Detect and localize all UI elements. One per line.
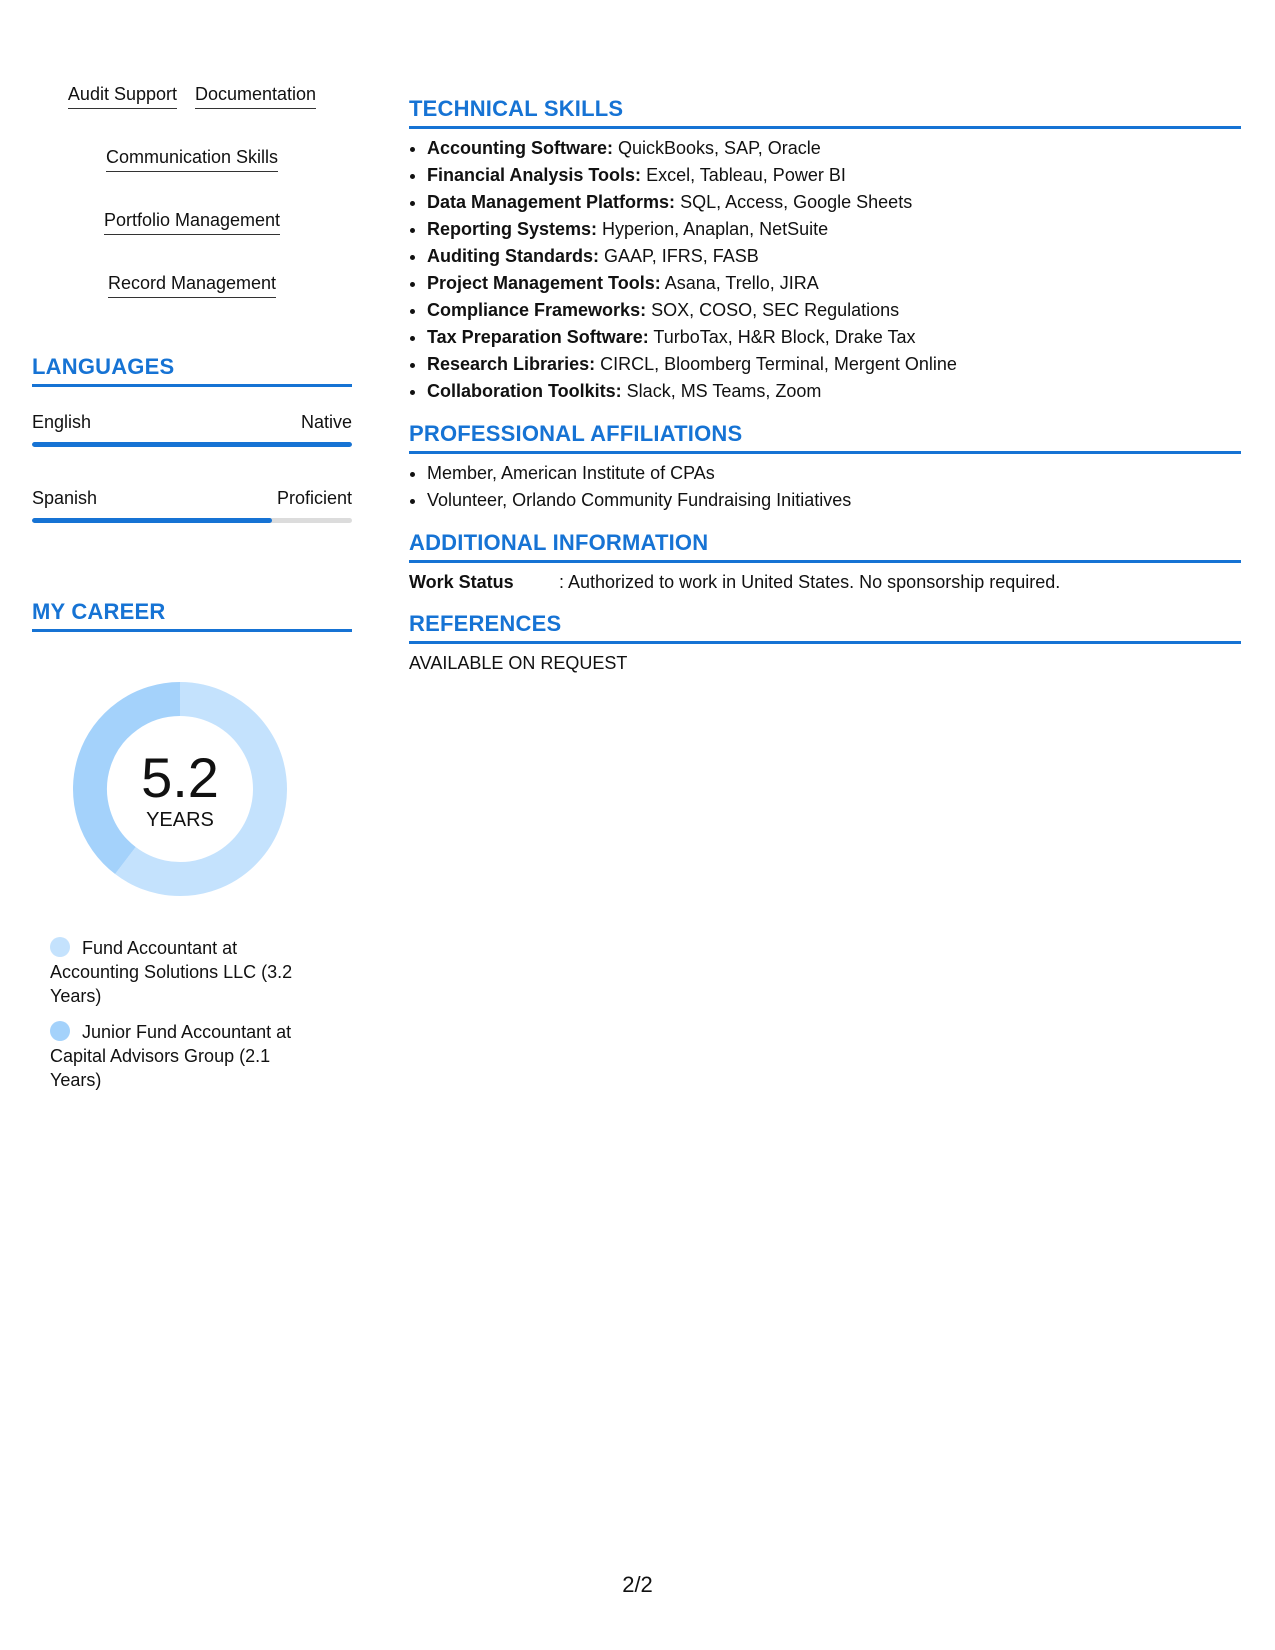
language-row	[32, 411, 352, 433]
technical-skills-list	[409, 135, 1241, 405]
language-level: Native	[300, 412, 352, 432]
skill-tag: Portfolio Management	[104, 208, 280, 235]
language-name: Spanish	[32, 488, 98, 508]
career-donut-chart	[65, 674, 295, 904]
list-item	[427, 243, 1241, 270]
affiliations-section	[409, 421, 1241, 514]
skill-value: GAAP, IFRS, FASB	[599, 246, 759, 266]
skill-label: Financial Analysis Tools:	[427, 165, 642, 185]
career-section	[32, 599, 352, 1092]
skill-value: CIRCL, Bloomberg Terminal, Mergent Online	[595, 354, 957, 374]
language-name: English	[32, 412, 92, 432]
career-title: MY CAREER	[32, 599, 352, 632]
language-bar	[32, 442, 352, 447]
list-item: • Member, American Institute of CPAs	[427, 460, 1241, 487]
list-item	[427, 324, 1241, 351]
skill-value: SOX, COSO, SEC Regulations	[646, 300, 900, 320]
page-number: 2/2	[622, 1572, 653, 1597]
skill-value: TurboTax, H&R Block, Drake Tax	[648, 327, 916, 347]
references-section	[409, 611, 1241, 676]
career-total-value: 5.2	[141, 746, 219, 809]
legend-label: Junior Fund Accountant at Capital Advisors Group (2.1 Years)	[50, 1022, 292, 1090]
work-status-label: Work Status	[409, 572, 514, 592]
skill-label: Compliance Frameworks:	[427, 300, 647, 320]
list-item	[427, 216, 1241, 243]
language-bar	[32, 518, 352, 523]
skill-label: Accounting Software:	[427, 138, 614, 158]
additional-info-title: ADDITIONAL INFORMATION	[409, 530, 1241, 563]
skill-value: Hyperion, Anaplan, NetSuite	[597, 219, 829, 239]
affiliations-title: PROFESSIONAL AFFILIATIONS	[409, 421, 1241, 454]
technical-skills-title: TECHNICAL SKILLS	[409, 96, 1241, 129]
legend-item	[50, 1020, 318, 1092]
skill-label: Project Management Tools:	[427, 273, 661, 293]
languages-section	[32, 354, 352, 523]
donut-center-label	[65, 748, 295, 832]
skill-label: Collaboration Toolkits:	[427, 381, 622, 401]
list-item	[427, 297, 1241, 324]
list-item	[427, 162, 1241, 189]
skill-label: Research Libraries:	[427, 354, 596, 374]
list-item: • Volunteer, Orlando Community Fundraising Initiatives	[427, 487, 1241, 514]
work-status-value: : Authorized to work in United States. No sponsorship required.	[559, 572, 1061, 592]
skill-tag: Audit Support	[68, 82, 177, 109]
skill-tag: Record Management	[108, 271, 276, 298]
list-item	[427, 135, 1241, 162]
list-item	[427, 189, 1241, 216]
legend-dot-icon	[50, 1021, 70, 1041]
skill-label: Reporting Systems:	[427, 219, 598, 239]
skill-value: QuickBooks, SAP, Oracle	[613, 138, 821, 158]
list-item	[427, 378, 1241, 405]
career-legend	[50, 936, 318, 1092]
affiliations-list	[409, 460, 1241, 514]
languages-title: LANGUAGES	[32, 354, 352, 387]
skill-label: Data Management Platforms:	[427, 192, 676, 212]
left-column	[32, 82, 352, 1104]
additional-info-section	[409, 530, 1241, 595]
career-total-unit: YEARS	[146, 809, 214, 831]
legend-label: Fund Accountant at Accounting Solutions LLC (3.2 Years)	[50, 938, 293, 1006]
skill-value: Excel, Tableau, Power BI	[641, 165, 846, 185]
references-title: REFERENCES	[409, 611, 1241, 644]
legend-dot-icon	[50, 937, 70, 957]
list-item	[427, 351, 1241, 378]
right-column	[409, 96, 1241, 692]
technical-skills-section	[409, 96, 1241, 405]
skill-tag: Communication Skills	[106, 145, 278, 172]
skill-label: Auditing Standards:	[427, 246, 599, 266]
language-bar-fill	[32, 518, 272, 523]
legend-item	[50, 936, 318, 1008]
language-bar-fill	[32, 442, 352, 447]
skill-value: Slack, MS Teams, Zoom	[621, 381, 822, 401]
list-item	[427, 270, 1241, 297]
skill-tags	[32, 82, 352, 298]
work-status-row	[409, 569, 1241, 595]
skill-label: Tax Preparation Software:	[427, 327, 649, 347]
skill-tag: Documentation	[195, 82, 316, 109]
language-row	[32, 487, 352, 509]
skill-value: Asana, Trello, JIRA	[660, 273, 819, 293]
references-text: AVAILABLE ON REQUEST	[409, 653, 628, 673]
skill-value: SQL, Access, Google Sheets	[675, 192, 913, 212]
language-level: Proficient	[276, 488, 352, 508]
